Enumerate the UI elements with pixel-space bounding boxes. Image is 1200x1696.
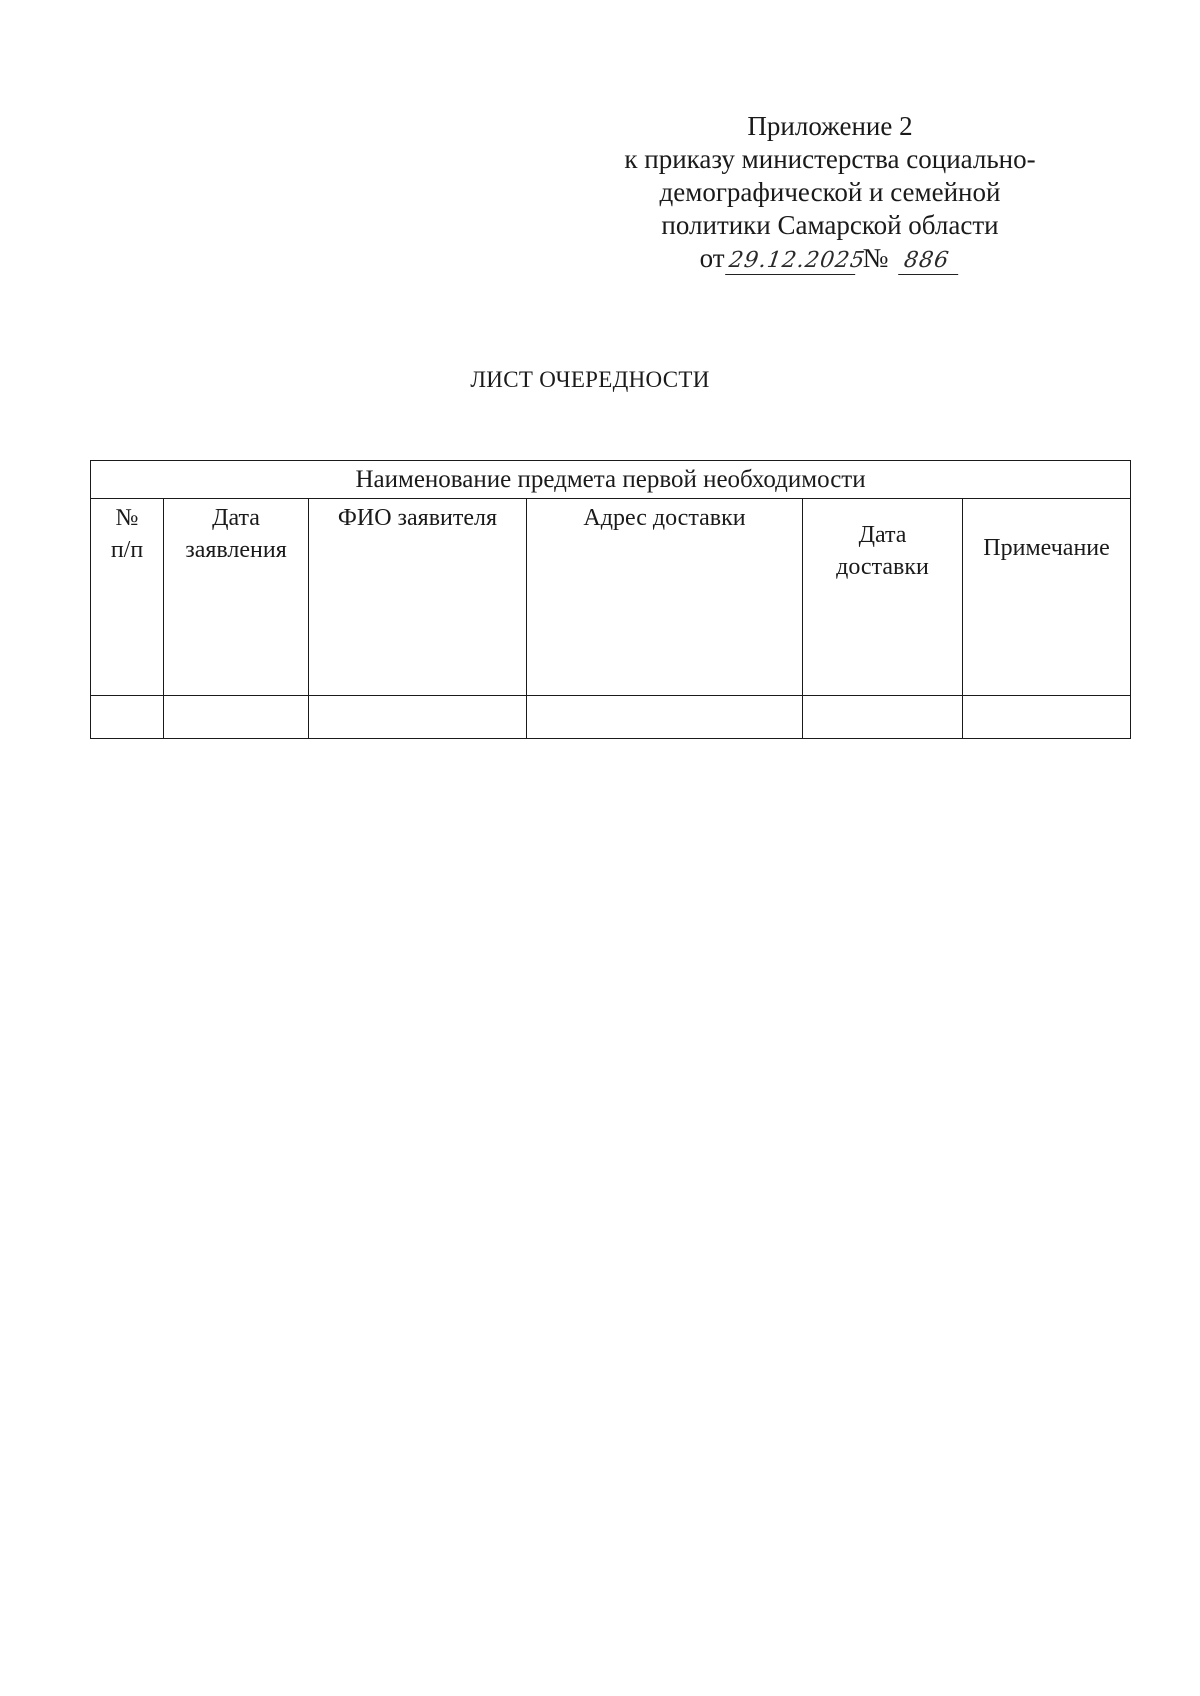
column-header-applicant-name [309,499,527,696]
column-header-notes-line1: Примечание [983,535,1110,561]
column-header-delivery-date-line2: доставки [836,554,929,580]
column-header-application-date-line2: заявления [185,537,287,563]
appendix-header [600,110,1060,275]
appendix-order-ref: к приказу министерства социально- [624,144,1036,174]
column-header-applicant-name-line1: ФИО заявителя [337,505,498,531]
table-caption: Наименование предмета первой необходимости [91,461,1131,499]
column-header-application-date-line1: Дата [212,505,260,531]
table-cell [91,696,164,739]
table-cell [164,696,309,739]
column-header-notes [963,499,1131,696]
handwritten-order-number: 886 [898,248,962,275]
column-header-number-line1: № [115,505,139,531]
column-header-number [91,499,164,696]
appendix-region: политики Самарской области [661,210,999,240]
table-cell [309,696,527,739]
document-title: ЛИСТ ОЧЕРЕДНОСТИ [470,367,710,392]
column-header-delivery-date-line1: Дата [858,522,907,548]
appendix-ministry: демографической и семейной [659,177,1001,207]
table-cell [527,696,803,739]
appendix-title: Приложение 2 [747,111,913,141]
column-header-delivery-address [527,499,803,696]
number-sign: № [862,243,889,273]
order-date-number [700,242,961,275]
column-header-number-line2: п/п [110,537,144,563]
table-row [91,696,1131,739]
date-prefix: от [699,243,725,273]
column-header-delivery-date [803,499,963,696]
table-cell [803,696,963,739]
queue-table [90,460,1131,739]
handwritten-date: 29.12.2025 [725,248,859,275]
column-header-application-date [164,499,309,696]
column-header-delivery-address-line1: Адрес доставки [583,505,746,531]
table-cell [963,696,1131,739]
